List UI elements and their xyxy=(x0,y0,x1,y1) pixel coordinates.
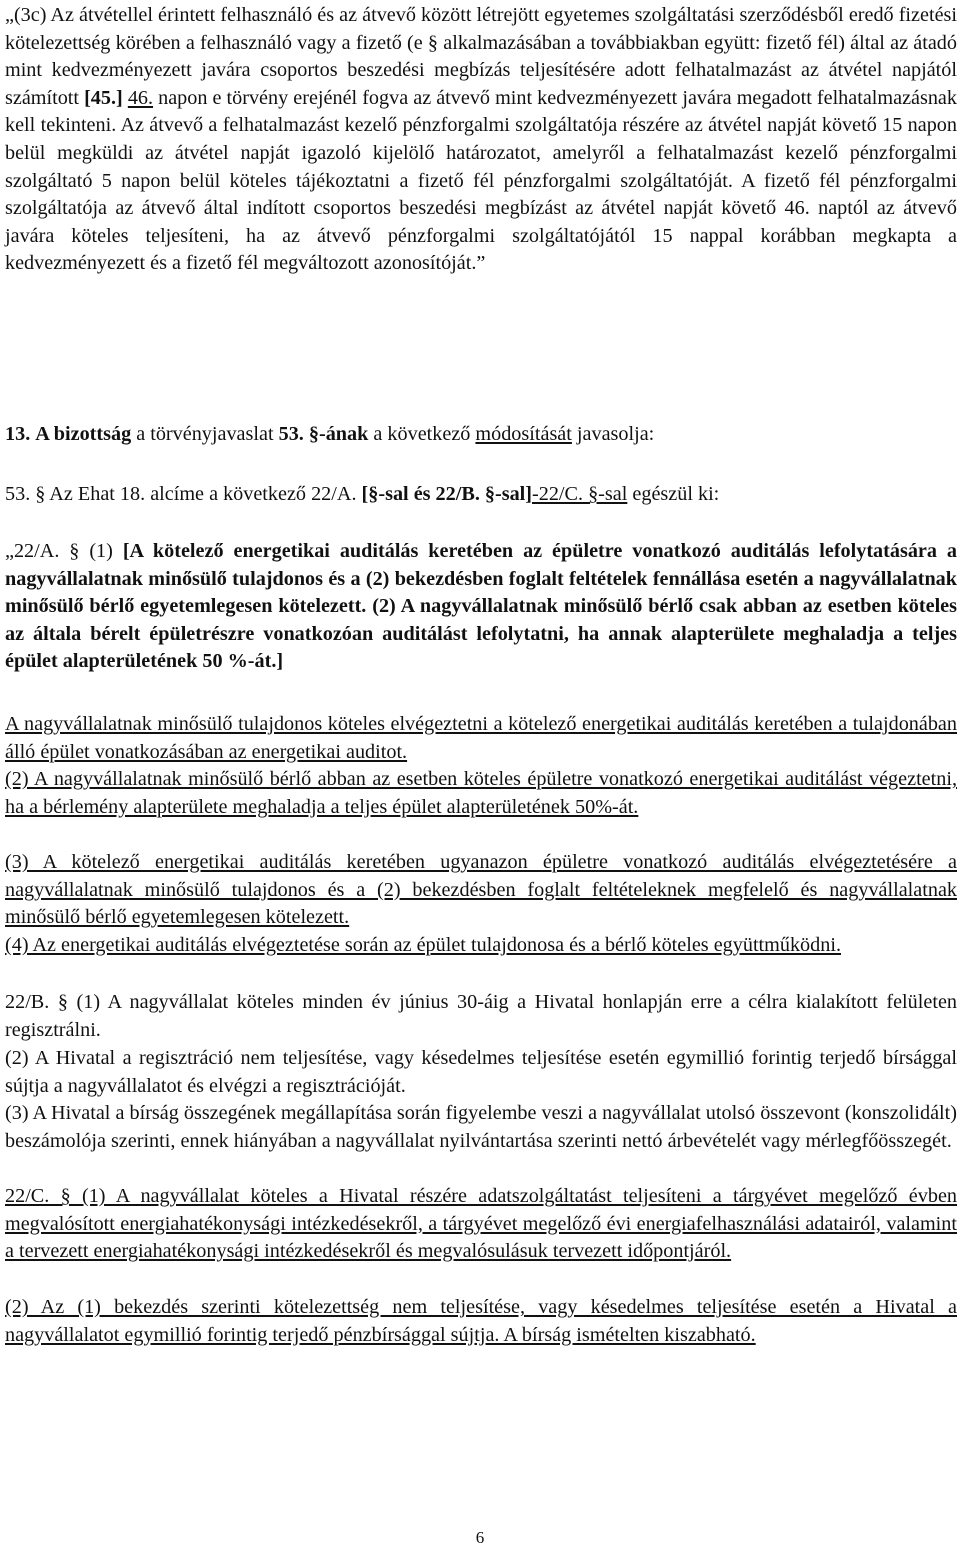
paragraph-3c-text-1: „(3c) Az átvétellel érintett felhasználó és az átvevő között létrejött egyetemes szolgáltatási szerződésből eredő fizetési kötelezettség körében a felhasználó vagy a fizető (e § alkalmazásában a továbbiakban együtt: fizető fél) által az átadó mint kedvezményezett javára csoportos beszedési megbízás teljesítésére adott felhatalmazást az átvétel napjától számított xyxy=(5,4,957,109)
point-13-section-suffix: §-ának xyxy=(308,423,369,445)
point-53-added: -22/C. §-sal xyxy=(532,483,628,505)
section-22a-deleted xyxy=(5,538,957,676)
point-53-text-b: egészül ki: xyxy=(627,483,720,505)
point-13-number: 13. xyxy=(5,423,31,445)
section-22b-p2: (2) A Hivatal a regisztráció nem teljesítése, vagy késedelmes teljesítése esetén egymillió forintig terjedő bírsággal sújtja a nagyvállalatot és elvégzi a regisztrációját. xyxy=(5,1047,957,1097)
section-22c-p2: (2) Az (1) bekezdés szerinti kötelezettség nem teljesítése, vagy késedelmes teljesítése esetén a Hivatal a nagyvállalatot egymillió forintig terjedő pénzbírsággal sújtja. A bírság ismételten kiszabható. xyxy=(5,1296,957,1346)
point-13-heading xyxy=(5,421,654,447)
point-13-text-a: a törvényjavaslat xyxy=(131,423,279,445)
section-22c-p1: 22/C. § (1) A nagyvállalat köteles a Hivatal részére adatszolgáltatást teljesíteni a tárgyévet megelőző évben megvalósított energiahatékonysági intézkedésekről, a tárgyévet megelőző évi energiafelhasználási adatairól, valamint a tervezett energiahatékonysági intézkedésekről és megvalósulásuk tervezett időpontjáról. xyxy=(5,1185,957,1263)
section-22a-added-1: A nagyvállalatnak minősülő tulajdonos köteles elvégeztetni a kötelező energetikai auditálás keretében a tulajdonában álló épület vonatkozásában az energetikai auditot. xyxy=(5,713,957,763)
point-13-text-c: a következő xyxy=(368,423,476,445)
section-22a-added-3: (3) A kötelező energetikai auditálás keretében ugyanazon épületre vonatkozó auditálás elvégeztetésére a nagyvállalatnak minősülő tulajdonos és a (2) bekezdésben foglalt feltételeknek megfelelő és nagyvállalatnak minősülő bérlő egyetemlegesen kötelezett. xyxy=(5,851,957,929)
point-53-line xyxy=(5,481,719,507)
section-22a-deleted-text: [A kötelező energetikai auditálás keretében az épületre vonatkozó auditálás lefolytatására a nagyvállalatnak minősülő tulajdonos és a (2) bekezdésben foglalt feltételek fennállása esetén a nagyvállalatnak minősülő bérlő egyetemlegesen kötelezett. (2) A nagyvállalatnak minősülő bérlő csak abban az esetben köteles az általa bérelt épületrészre vonatkozóan auditálást lefolytatni, ha annak alapterülete meghaladja a teljes épület alapterületének 50 %-át.] xyxy=(5,540,957,673)
point-53-text-a: 53. § Az Ehat 18. alcíme a következő 22/A. xyxy=(5,483,362,505)
point-13-section-number: 53. xyxy=(278,423,304,445)
point-13-text-d: javasolja: xyxy=(571,423,655,445)
point-53-deleted: [§-sal és 22/B. §-sal] xyxy=(361,483,533,505)
section-22a-added-4: (4) Az energetikai auditálás elvégeztetése során az épület tulajdonosa és a bérlő köteles együttműködni. xyxy=(5,934,841,956)
paragraph-3c-text-2: napon e törvény erejénél fogva az átvevő mint kedvezményezett javára megadott felhatalmazásnak kell tekinteni. Az átvevő a felhatalmazást kezelő pénzforgalmi szolgáltatója részére az átvétel napját követő 15 napon belül megküldi az átvétel napját igazoló kijelölő határozatot, amelyről a felhatalmazást kezelő pénzforgalmi szolgáltató 5 napon belül köteles tájékoztatni a fizető fél pénzforgalmi szolgáltatóját. A fizető fél pénzforgalmi szolgáltatója az átvevő által indított csoportos beszedési megbízást az átvétel napját követő 46. naptól az átvevő javára köteles teljesíteni, ha az átvevő pénzforgalmi szolgáltatójától 15 nappal korábban megkapta a kedvezményezett és a fizető fél megváltozott azonosítóját.” xyxy=(5,86,957,275)
section-22a-intro: „22/A. § (1) xyxy=(5,540,123,562)
section-22a-added-2: (2) A nagyvállalatnak minősülő bérlő abban az esetben köteles épületre vonatkozó energetikai auditálást végeztetni, ha a bérlemény alapterülete meghaladja a teljes épület alapterületének 50%-át. xyxy=(5,768,957,818)
page-number: 6 xyxy=(475,1528,485,1547)
added-day-number: 46. xyxy=(127,86,154,109)
point-13-committee: A bizottság xyxy=(35,423,132,445)
paragraph-3c xyxy=(5,2,957,278)
section-22b-p1: 22/B. § (1) A nagyvállalat köteles minden év június 30-áig a Hivatal honlapján erre a célra kialakított felületen regisztrálni. xyxy=(5,991,957,1041)
deleted-day-number: [45.] xyxy=(84,86,123,109)
point-13-underlined: módosítását xyxy=(475,423,572,445)
section-22b-p3: (3) A Hivatal a bírság összegének megállapítása során figyelembe veszi a nagyvállalat utolsó összevont (konszolidált) beszámolója szerinti, ennek hiányában a nagyvállalat nyilvántartása szerinti nettó árbevételét vagy mérlegfőösszegét. xyxy=(5,1102,957,1152)
